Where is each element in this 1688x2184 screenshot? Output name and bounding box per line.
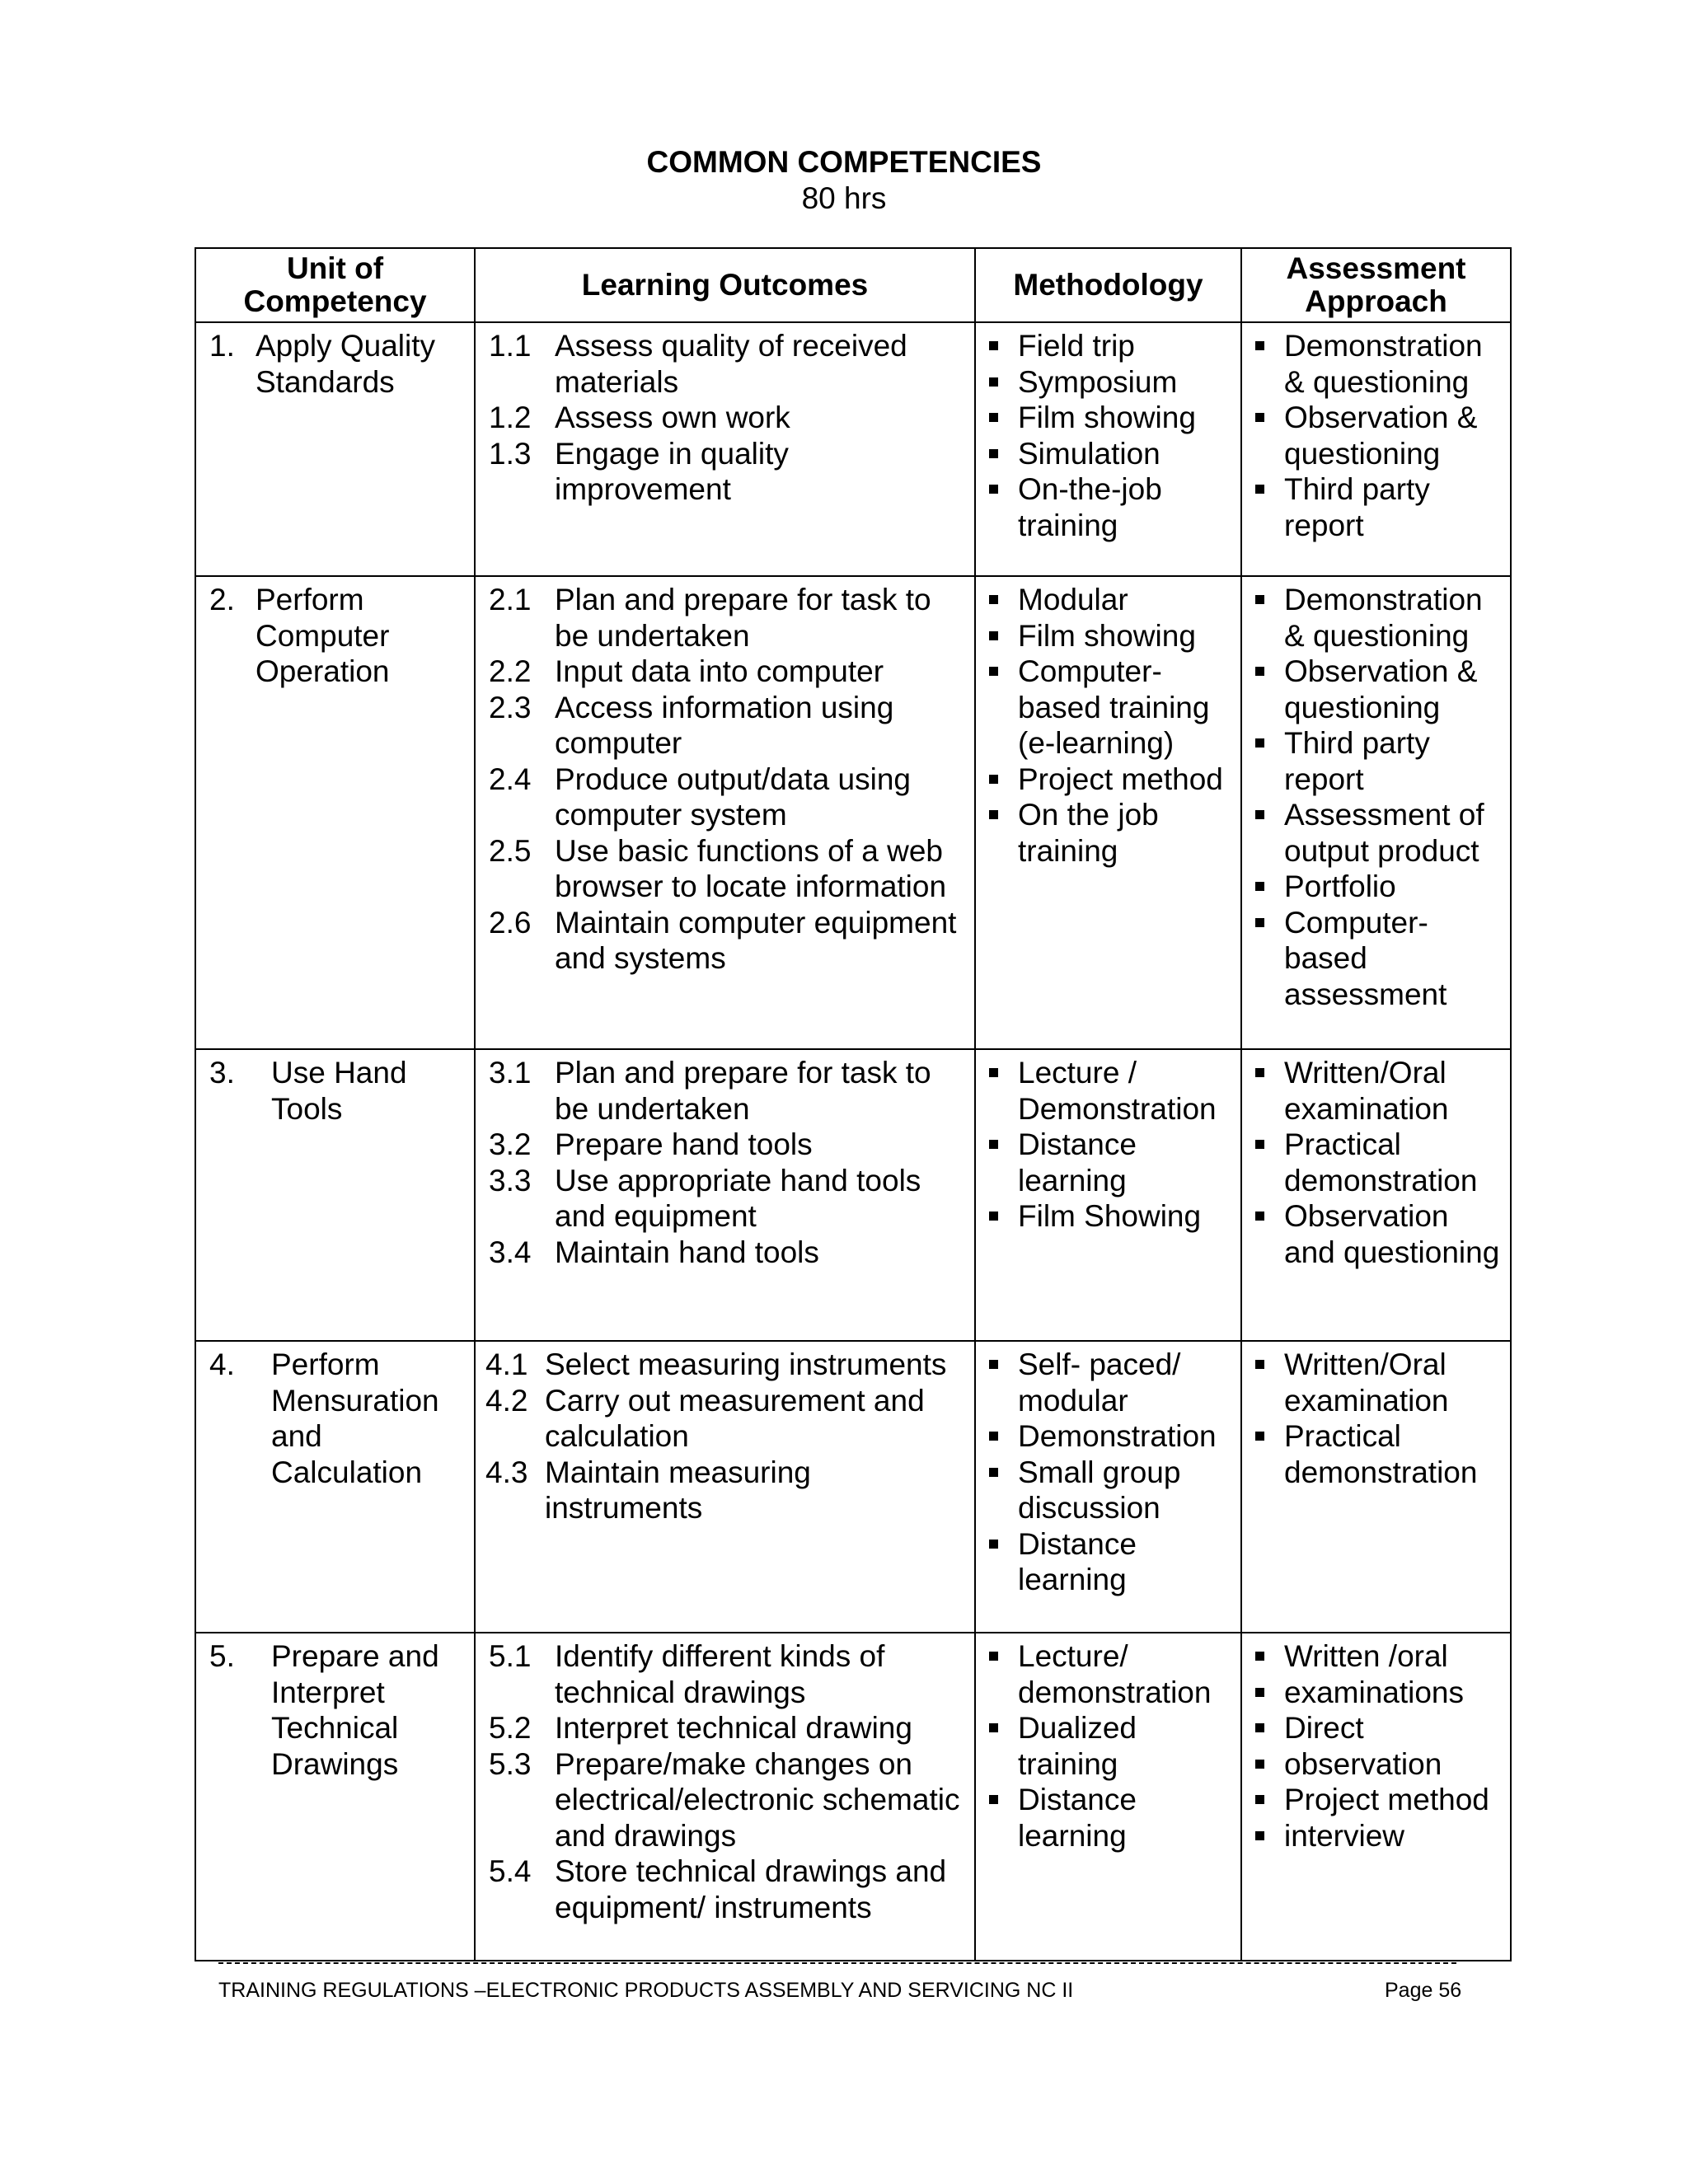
unit-number: 3. xyxy=(209,1056,235,1090)
learning-outcome-item xyxy=(485,1383,964,1455)
assessment-item-text: observation xyxy=(1284,1746,1442,1781)
methodology-item-text: Distance learning xyxy=(1018,1526,1137,1596)
outcome-text: Prepare hand tools xyxy=(555,1127,813,1161)
methodology-item-text: On the job training xyxy=(1018,798,1159,868)
square-bullet-icon xyxy=(1255,1831,1264,1840)
methodology-item xyxy=(984,1710,1237,1782)
square-bullet-icon xyxy=(1255,413,1264,422)
assessment-item-text: Observation & questioning xyxy=(1284,401,1478,471)
assessment-item-text: Third party report xyxy=(1284,726,1430,796)
outcome-number: 5.3 xyxy=(489,1746,532,1781)
square-bullet-icon xyxy=(1255,1140,1264,1149)
outcome-text: Assess own work xyxy=(555,401,790,434)
assessment-item-text: Practical demonstration xyxy=(1284,1127,1478,1197)
outcome-number: 4.2 xyxy=(485,1383,528,1418)
unit-number: 1. xyxy=(209,329,235,363)
learning-outcome-item xyxy=(489,1055,964,1127)
assessment-item xyxy=(1250,1782,1507,1818)
methodology-item-text: Lecture / Demonstration xyxy=(1018,1056,1217,1126)
learning-outcome-item xyxy=(489,905,964,977)
assessment-item xyxy=(1250,1418,1507,1490)
learning-outcome-item xyxy=(489,833,964,905)
methodology-cell xyxy=(975,322,1241,576)
assessment-approach-cell xyxy=(1241,1049,1511,1341)
outcome-number: 2.6 xyxy=(489,905,532,940)
square-bullet-icon xyxy=(989,341,998,350)
square-bullet-icon xyxy=(1255,918,1264,927)
square-bullet-icon xyxy=(1255,595,1264,604)
assessment-item-text: Demonstration & questioning xyxy=(1284,583,1483,653)
methodology-item xyxy=(984,582,1237,618)
learning-outcome-item xyxy=(489,1746,964,1854)
unit-name: Perform Computer Operation xyxy=(256,583,390,688)
methodology-cell xyxy=(975,1049,1241,1341)
unit-of-competency-cell xyxy=(195,1633,475,1961)
header-assessment-approach: Assessment Approach xyxy=(1241,248,1511,322)
learning-outcome-item xyxy=(489,1854,964,1925)
outcome-number: 3.1 xyxy=(489,1056,532,1090)
outcome-text: Access information using computer xyxy=(555,690,894,760)
assessment-approach-cell xyxy=(1241,1633,1511,1961)
methodology-item xyxy=(984,1347,1237,1418)
outcome-number: 2.5 xyxy=(489,833,532,868)
assessment-approach-cell xyxy=(1241,1341,1511,1633)
methodology-item-text: Small group discussion xyxy=(1018,1455,1181,1525)
competency-table xyxy=(195,247,1512,1961)
outcome-number: 1.3 xyxy=(489,436,532,471)
square-bullet-icon xyxy=(989,485,998,494)
square-bullet-icon xyxy=(1255,1795,1264,1804)
assessment-item xyxy=(1250,1818,1507,1854)
page-number: Page 56 xyxy=(1385,1979,1462,2002)
methodology-item-text: Film showing xyxy=(1018,618,1196,653)
square-bullet-icon xyxy=(1255,341,1264,350)
methodology-item-text: Dualized training xyxy=(1018,1711,1137,1781)
learning-outcomes-cell xyxy=(475,576,975,1049)
methodology-item-text: Project method xyxy=(1018,762,1223,796)
outcome-number: 1.1 xyxy=(489,329,532,363)
methodology-item xyxy=(984,436,1237,472)
outcome-text: Input data into computer xyxy=(555,654,884,688)
outcome-text: Engage in quality improvement xyxy=(555,436,789,506)
assessment-item-text: Project method xyxy=(1284,1783,1489,1816)
square-bullet-icon xyxy=(989,1652,998,1661)
assessment-item xyxy=(1250,1746,1507,1783)
outcome-text: Plan and prepare for task to be undertaken xyxy=(555,1056,931,1126)
assessment-item-text: Written /oral xyxy=(1284,1639,1448,1673)
outcome-text: Select measuring instruments xyxy=(545,1347,947,1381)
square-bullet-icon xyxy=(989,595,998,604)
outcome-number: 5.1 xyxy=(489,1639,532,1673)
square-bullet-icon xyxy=(989,1212,998,1221)
assessment-item xyxy=(1250,905,1507,1013)
methodology-item-text: On-the-job training xyxy=(1018,472,1162,542)
assessment-item xyxy=(1250,400,1507,471)
outcome-text: Maintain hand tools xyxy=(555,1235,819,1269)
learning-outcomes-cell xyxy=(475,1341,975,1633)
unit-number: 4. xyxy=(209,1347,235,1381)
learning-outcome-item xyxy=(489,1710,964,1746)
square-bullet-icon xyxy=(989,1468,998,1477)
header-learning-outcomes: Learning Outcomes xyxy=(475,248,975,322)
assessment-approach-cell xyxy=(1241,322,1511,576)
assessment-item-text: Assessment of output product xyxy=(1284,798,1484,868)
assessment-item-text: Computer-based assessment xyxy=(1284,905,1447,1011)
assessment-item xyxy=(1250,582,1507,654)
assessment-item xyxy=(1250,1638,1507,1675)
methodology-item-text: Symposium xyxy=(1018,364,1178,399)
table-row xyxy=(195,1341,1511,1633)
square-bullet-icon xyxy=(1255,1760,1264,1769)
methodology-item-text: Field trip xyxy=(1018,329,1135,363)
square-bullet-icon xyxy=(989,810,998,819)
square-bullet-icon xyxy=(989,667,998,676)
methodology-item-text: Film Showing xyxy=(1018,1199,1202,1233)
outcome-number: 3.4 xyxy=(489,1235,532,1269)
outcome-text: Interpret technical drawing xyxy=(555,1711,912,1745)
methodology-item-text: Self- paced/ modular xyxy=(1018,1347,1181,1418)
methodology-item xyxy=(984,1198,1237,1235)
methodology-item-text: Distance learning xyxy=(1018,1127,1137,1197)
square-bullet-icon xyxy=(1255,1688,1264,1697)
outcome-number: 2.4 xyxy=(489,762,532,796)
square-bullet-icon xyxy=(1255,882,1264,891)
outcome-number: 5.4 xyxy=(489,1854,532,1888)
square-bullet-icon xyxy=(1255,1068,1264,1077)
unit-of-competency-cell xyxy=(195,322,475,576)
methodology-item xyxy=(984,1418,1237,1455)
square-bullet-icon xyxy=(1255,810,1264,819)
methodology-item xyxy=(984,1638,1237,1710)
assessment-item xyxy=(1250,471,1507,543)
methodology-item-text: Film showing xyxy=(1018,401,1196,434)
methodology-cell xyxy=(975,576,1241,1049)
outcome-number: 2.1 xyxy=(489,583,532,616)
outcome-text: Maintain computer equipment and systems xyxy=(555,905,957,975)
methodology-item xyxy=(984,1055,1237,1127)
learning-outcomes-cell xyxy=(475,1633,975,1961)
footer-divider xyxy=(218,1962,1456,1964)
methodology-item xyxy=(984,471,1237,543)
outcome-number: 1.2 xyxy=(489,401,532,434)
square-bullet-icon xyxy=(989,1540,998,1549)
square-bullet-icon xyxy=(989,775,998,784)
learning-outcomes-cell xyxy=(475,1049,975,1341)
square-bullet-icon xyxy=(989,1140,998,1149)
assessment-item-text: Observation & questioning xyxy=(1284,654,1478,724)
square-bullet-icon xyxy=(989,1360,998,1369)
page-title: COMMON COMPETENCIES xyxy=(646,145,1042,179)
assessment-item xyxy=(1250,1127,1507,1198)
outcome-number: 2.3 xyxy=(489,690,532,724)
learning-outcome-item xyxy=(485,1455,964,1526)
unit-of-competency-cell xyxy=(195,576,475,1049)
unit-number: 5. xyxy=(209,1639,235,1673)
methodology-item xyxy=(984,1127,1237,1198)
methodology-item xyxy=(984,328,1237,364)
outcome-text: Maintain measuring instruments xyxy=(545,1455,811,1525)
footer-document-title: TRAINING REGULATIONS –ELECTRONIC PRODUCTS ASSEMBLY AND SERVICING NC II xyxy=(218,1979,1074,2002)
square-bullet-icon xyxy=(1255,1212,1264,1221)
methodology-item xyxy=(984,1455,1237,1526)
learning-outcome-item xyxy=(489,1235,964,1271)
unit-name: Perform Mensuration and Calculation xyxy=(271,1347,439,1489)
learning-outcome-item xyxy=(489,400,964,436)
assessment-item xyxy=(1250,869,1507,905)
assessment-item-text: Practical demonstration xyxy=(1284,1419,1478,1489)
assessment-item-text: examinations xyxy=(1284,1675,1465,1709)
learning-outcome-item xyxy=(489,436,964,508)
assessment-item xyxy=(1250,1198,1507,1270)
header-unit-of-competency: Unit of Competency xyxy=(195,248,475,322)
assessment-item-text: interview xyxy=(1284,1818,1404,1853)
learning-outcome-item xyxy=(485,1347,964,1383)
outcome-number: 5.2 xyxy=(489,1711,532,1745)
assessment-item xyxy=(1250,797,1507,869)
methodology-cell xyxy=(975,1341,1241,1633)
outcome-number: 4.1 xyxy=(485,1347,528,1381)
outcome-text: Store technical drawings and equipment/ instruments xyxy=(555,1854,947,1924)
table-row xyxy=(195,1049,1511,1341)
square-bullet-icon xyxy=(989,1432,998,1441)
learning-outcome-item xyxy=(489,654,964,690)
assessment-item-text: Portfolio xyxy=(1284,869,1396,903)
assessment-item-text: Written/Oral examination xyxy=(1284,1347,1449,1418)
outcome-text: Prepare/make changes on electrical/electronic schematic and drawings xyxy=(555,1746,960,1853)
assessment-item-text: Observation and questioning xyxy=(1284,1199,1500,1269)
outcome-number: 3.3 xyxy=(489,1163,532,1197)
learning-outcome-item xyxy=(489,1163,964,1235)
methodology-item-text: Computer-based training (e-learning) xyxy=(1018,654,1210,760)
assessment-approach-cell xyxy=(1241,576,1511,1049)
assessment-item xyxy=(1250,1675,1507,1711)
outcome-text: Use appropriate hand tools and equipment xyxy=(555,1163,921,1233)
unit-of-competency-cell xyxy=(195,1049,475,1341)
assessment-item xyxy=(1250,328,1507,400)
assessment-item-text: Demonstration & questioning xyxy=(1284,329,1483,399)
methodology-cell xyxy=(975,1633,1241,1961)
outcome-text: Use basic functions of a web browser to locate information xyxy=(555,833,947,903)
unit-name: Use Hand Tools xyxy=(271,1056,407,1126)
table-header-row xyxy=(195,248,1511,322)
methodology-item xyxy=(984,1782,1237,1854)
square-bullet-icon xyxy=(989,1723,998,1732)
square-bullet-icon xyxy=(1255,1360,1264,1369)
square-bullet-icon xyxy=(1255,485,1264,494)
methodology-item-text: Demonstration xyxy=(1018,1419,1217,1453)
outcome-text: Assess quality of received materials xyxy=(555,329,907,399)
outcome-text: Identify different kinds of technical drawings xyxy=(555,1639,885,1709)
learning-outcome-item xyxy=(489,762,964,833)
methodology-item xyxy=(984,1526,1237,1598)
methodology-item-text: Lecture/ demonstration xyxy=(1018,1639,1212,1709)
outcome-text: Carry out measurement and calculation xyxy=(545,1383,925,1453)
square-bullet-icon xyxy=(1255,1432,1264,1441)
outcome-text: Produce output/data using computer system xyxy=(555,762,911,832)
unit-name: Prepare and Interpret Technical Drawings xyxy=(271,1639,439,1781)
learning-outcome-item xyxy=(489,1127,964,1163)
assessment-item-text: Direct xyxy=(1284,1711,1364,1745)
square-bullet-icon xyxy=(989,413,998,422)
square-bullet-icon xyxy=(1255,667,1264,676)
square-bullet-icon xyxy=(989,1795,998,1804)
square-bullet-icon xyxy=(1255,738,1264,748)
methodology-item xyxy=(984,797,1237,869)
square-bullet-icon xyxy=(1255,1652,1264,1661)
unit-of-competency-cell xyxy=(195,1341,475,1633)
assessment-item xyxy=(1250,654,1507,725)
methodology-item xyxy=(984,762,1237,798)
table-row xyxy=(195,1633,1511,1961)
square-bullet-icon xyxy=(989,631,998,640)
assessment-item xyxy=(1250,1347,1507,1418)
square-bullet-icon xyxy=(989,1068,998,1077)
assessment-item xyxy=(1250,725,1507,797)
methodology-item-text: Distance learning xyxy=(1018,1783,1137,1853)
assessment-item xyxy=(1250,1055,1507,1127)
square-bullet-icon xyxy=(1255,1723,1264,1732)
total-hours: 80 hrs xyxy=(801,181,887,215)
header-methodology: Methodology xyxy=(975,248,1241,322)
outcome-number: 2.2 xyxy=(489,654,532,688)
learning-outcomes-cell xyxy=(475,322,975,576)
square-bullet-icon xyxy=(989,377,998,387)
learning-outcome-item xyxy=(489,690,964,762)
methodology-item xyxy=(984,618,1237,654)
methodology-item xyxy=(984,364,1237,401)
methodology-item-text: Modular xyxy=(1018,583,1128,616)
methodology-item xyxy=(984,400,1237,436)
square-bullet-icon xyxy=(989,449,998,458)
learning-outcome-item xyxy=(489,328,964,400)
outcome-text: Plan and prepare for task to be undertaken xyxy=(555,583,931,653)
table-row xyxy=(195,576,1511,1049)
assessment-item xyxy=(1250,1710,1507,1746)
learning-outcome-item xyxy=(489,1638,964,1710)
outcome-number: 4.3 xyxy=(485,1455,528,1489)
learning-outcome-item xyxy=(489,582,964,654)
assessment-item-text: Third party report xyxy=(1284,472,1430,542)
methodology-item-text: Simulation xyxy=(1018,436,1160,471)
outcome-number: 3.2 xyxy=(489,1127,532,1161)
table-row xyxy=(195,322,1511,576)
unit-name: Apply Quality Standards xyxy=(256,329,435,399)
assessment-item-text: Written/Oral examination xyxy=(1284,1056,1449,1126)
methodology-item xyxy=(984,654,1237,762)
unit-number: 2. xyxy=(209,583,235,616)
